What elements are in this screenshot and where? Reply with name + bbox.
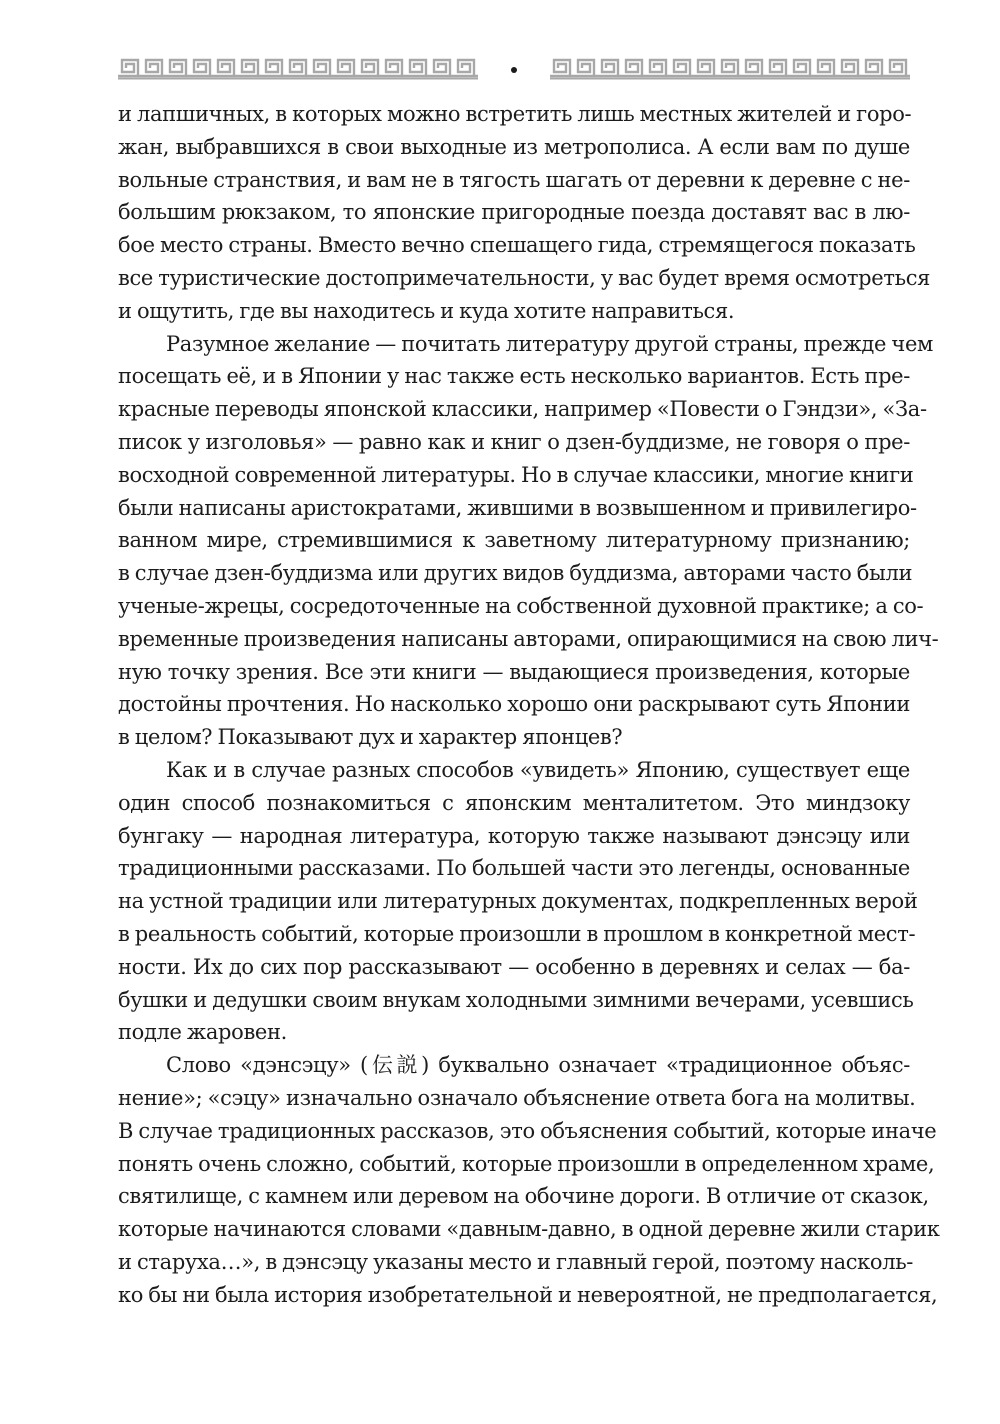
text-line: в целом? Показывают дух и характер японцев? bbox=[118, 725, 623, 750]
text-line: ванном мире, стремившимися к заветному литературному признанию; bbox=[118, 528, 910, 553]
text-line: и старуха…», в дэнсэцу указаны место и главный герой, поэтому насколь- bbox=[118, 1249, 914, 1274]
text-line: Слово «дэнсэцу» (伝説) буквально означает «традиционное объяс- bbox=[166, 1053, 910, 1078]
text-line: восходной современной литературы. Но в случае классики, многие книги bbox=[118, 462, 914, 487]
text-line: нение»; «сэцу» изначально означало объяснение ответа бога на молитвы. bbox=[118, 1085, 916, 1110]
text-line: ко бы ни была история изобретательной и невероятной, не предполагается, bbox=[118, 1282, 938, 1307]
text-line: достойны прочтения. Но насколько хорошо они раскрывают суть Японии bbox=[118, 692, 910, 717]
body-text bbox=[118, 98, 940, 1311]
ornament-band bbox=[550, 60, 910, 79]
text-line: традиционными рассказами. По большей части это легенды, основанные bbox=[118, 856, 910, 881]
text-line: ную точку зрения. Все эти книги — выдающиеся произведения, которые bbox=[118, 659, 910, 684]
text-line: ученые-жрецы, сосредоточенные на собственной духовной практике; а со- bbox=[118, 593, 924, 618]
paragraph bbox=[118, 1049, 940, 1311]
text-line: В случае традиционных рассказов, это объяснения событий, которые иначе bbox=[118, 1118, 937, 1143]
text-line: большим рюкзаком, то японские пригородные поезда доставят вас в лю- bbox=[118, 200, 910, 225]
text-line: в реальность событий, которые произошли в прошлом в конкретной мест- bbox=[118, 921, 916, 946]
greek-key-ornament-icon bbox=[118, 56, 910, 80]
text-line: и ощутить, где вы находитесь и куда хотите направиться. bbox=[118, 298, 735, 323]
header-bullet-icon bbox=[511, 67, 517, 73]
text-line: Как и в случае разных способов «увидеть» Японию, существует еще bbox=[166, 757, 910, 782]
text-line: писок у изголовья» — равно как и книг о дзен-буддизме, не говоря о пре- bbox=[118, 429, 910, 454]
text-line: жан, выбравшихся в свои выходные из метрополиса. А если вам по душе bbox=[118, 134, 910, 159]
text-line: ности. Их до сих пор рассказывают — особенно в деревнях и селах — ба- bbox=[118, 954, 910, 979]
text-line: были написаны аристократами, жившими в возвышенном и привилегиро- bbox=[118, 495, 917, 520]
text-line: вольные странствия, и вам не в тягость шагать от деревни к деревне с не- bbox=[118, 167, 910, 192]
text-line: бушки и дедушки своим внукам холодными зимними вечерами, усевшись bbox=[118, 987, 914, 1012]
page-header-ornament bbox=[118, 56, 910, 80]
text-line: бое место страны. Вместо вечно спешащего гида, стремящегося показать bbox=[118, 233, 916, 258]
text-line: бунгаку — народная литература, которую также называют дэнсэцу или bbox=[118, 823, 910, 848]
text-line: временные произведения написаны авторами, опирающимися на свою лич- bbox=[118, 626, 939, 651]
text-line: в случае дзен-буддизма или других видов буддизма, авторами часто были bbox=[118, 561, 913, 586]
text-line: которые начинаются словами «давным-давно, в одной деревне жили старик bbox=[118, 1217, 940, 1242]
text-line: один способ познакомиться с японским менталитетом. Это миндзоку bbox=[118, 790, 910, 815]
ornament-band bbox=[118, 60, 478, 79]
text-line: красные переводы японской классики, например «Повести о Гэндзи», «За- bbox=[118, 397, 927, 422]
text-line: понять очень сложно, событий, которые произошли в определенном храме, bbox=[118, 1151, 935, 1176]
paragraph bbox=[118, 98, 930, 328]
paragraph bbox=[118, 328, 939, 754]
text-line: посещать её, и в Японии у нас также есть несколько вариантов. Есть пре- bbox=[118, 364, 910, 389]
text-line: святилище, с камнем или деревом на обочине дороги. В отличие от сказок, bbox=[118, 1184, 929, 1209]
text-line: Разумное желание — почитать литературу другой страны, прежде чем bbox=[166, 331, 934, 356]
text-line: все туристические достопримечательности, у вас будет время осмотреться bbox=[118, 265, 930, 290]
text-line: и лапшичных, в которых можно встретить лишь местных жителей и горо- bbox=[118, 102, 912, 126]
text-line: подле жаровен. bbox=[118, 1020, 287, 1045]
text-line: на устной традиции или литературных документах, подкрепленных верой bbox=[118, 889, 918, 914]
paragraph bbox=[118, 754, 918, 1049]
